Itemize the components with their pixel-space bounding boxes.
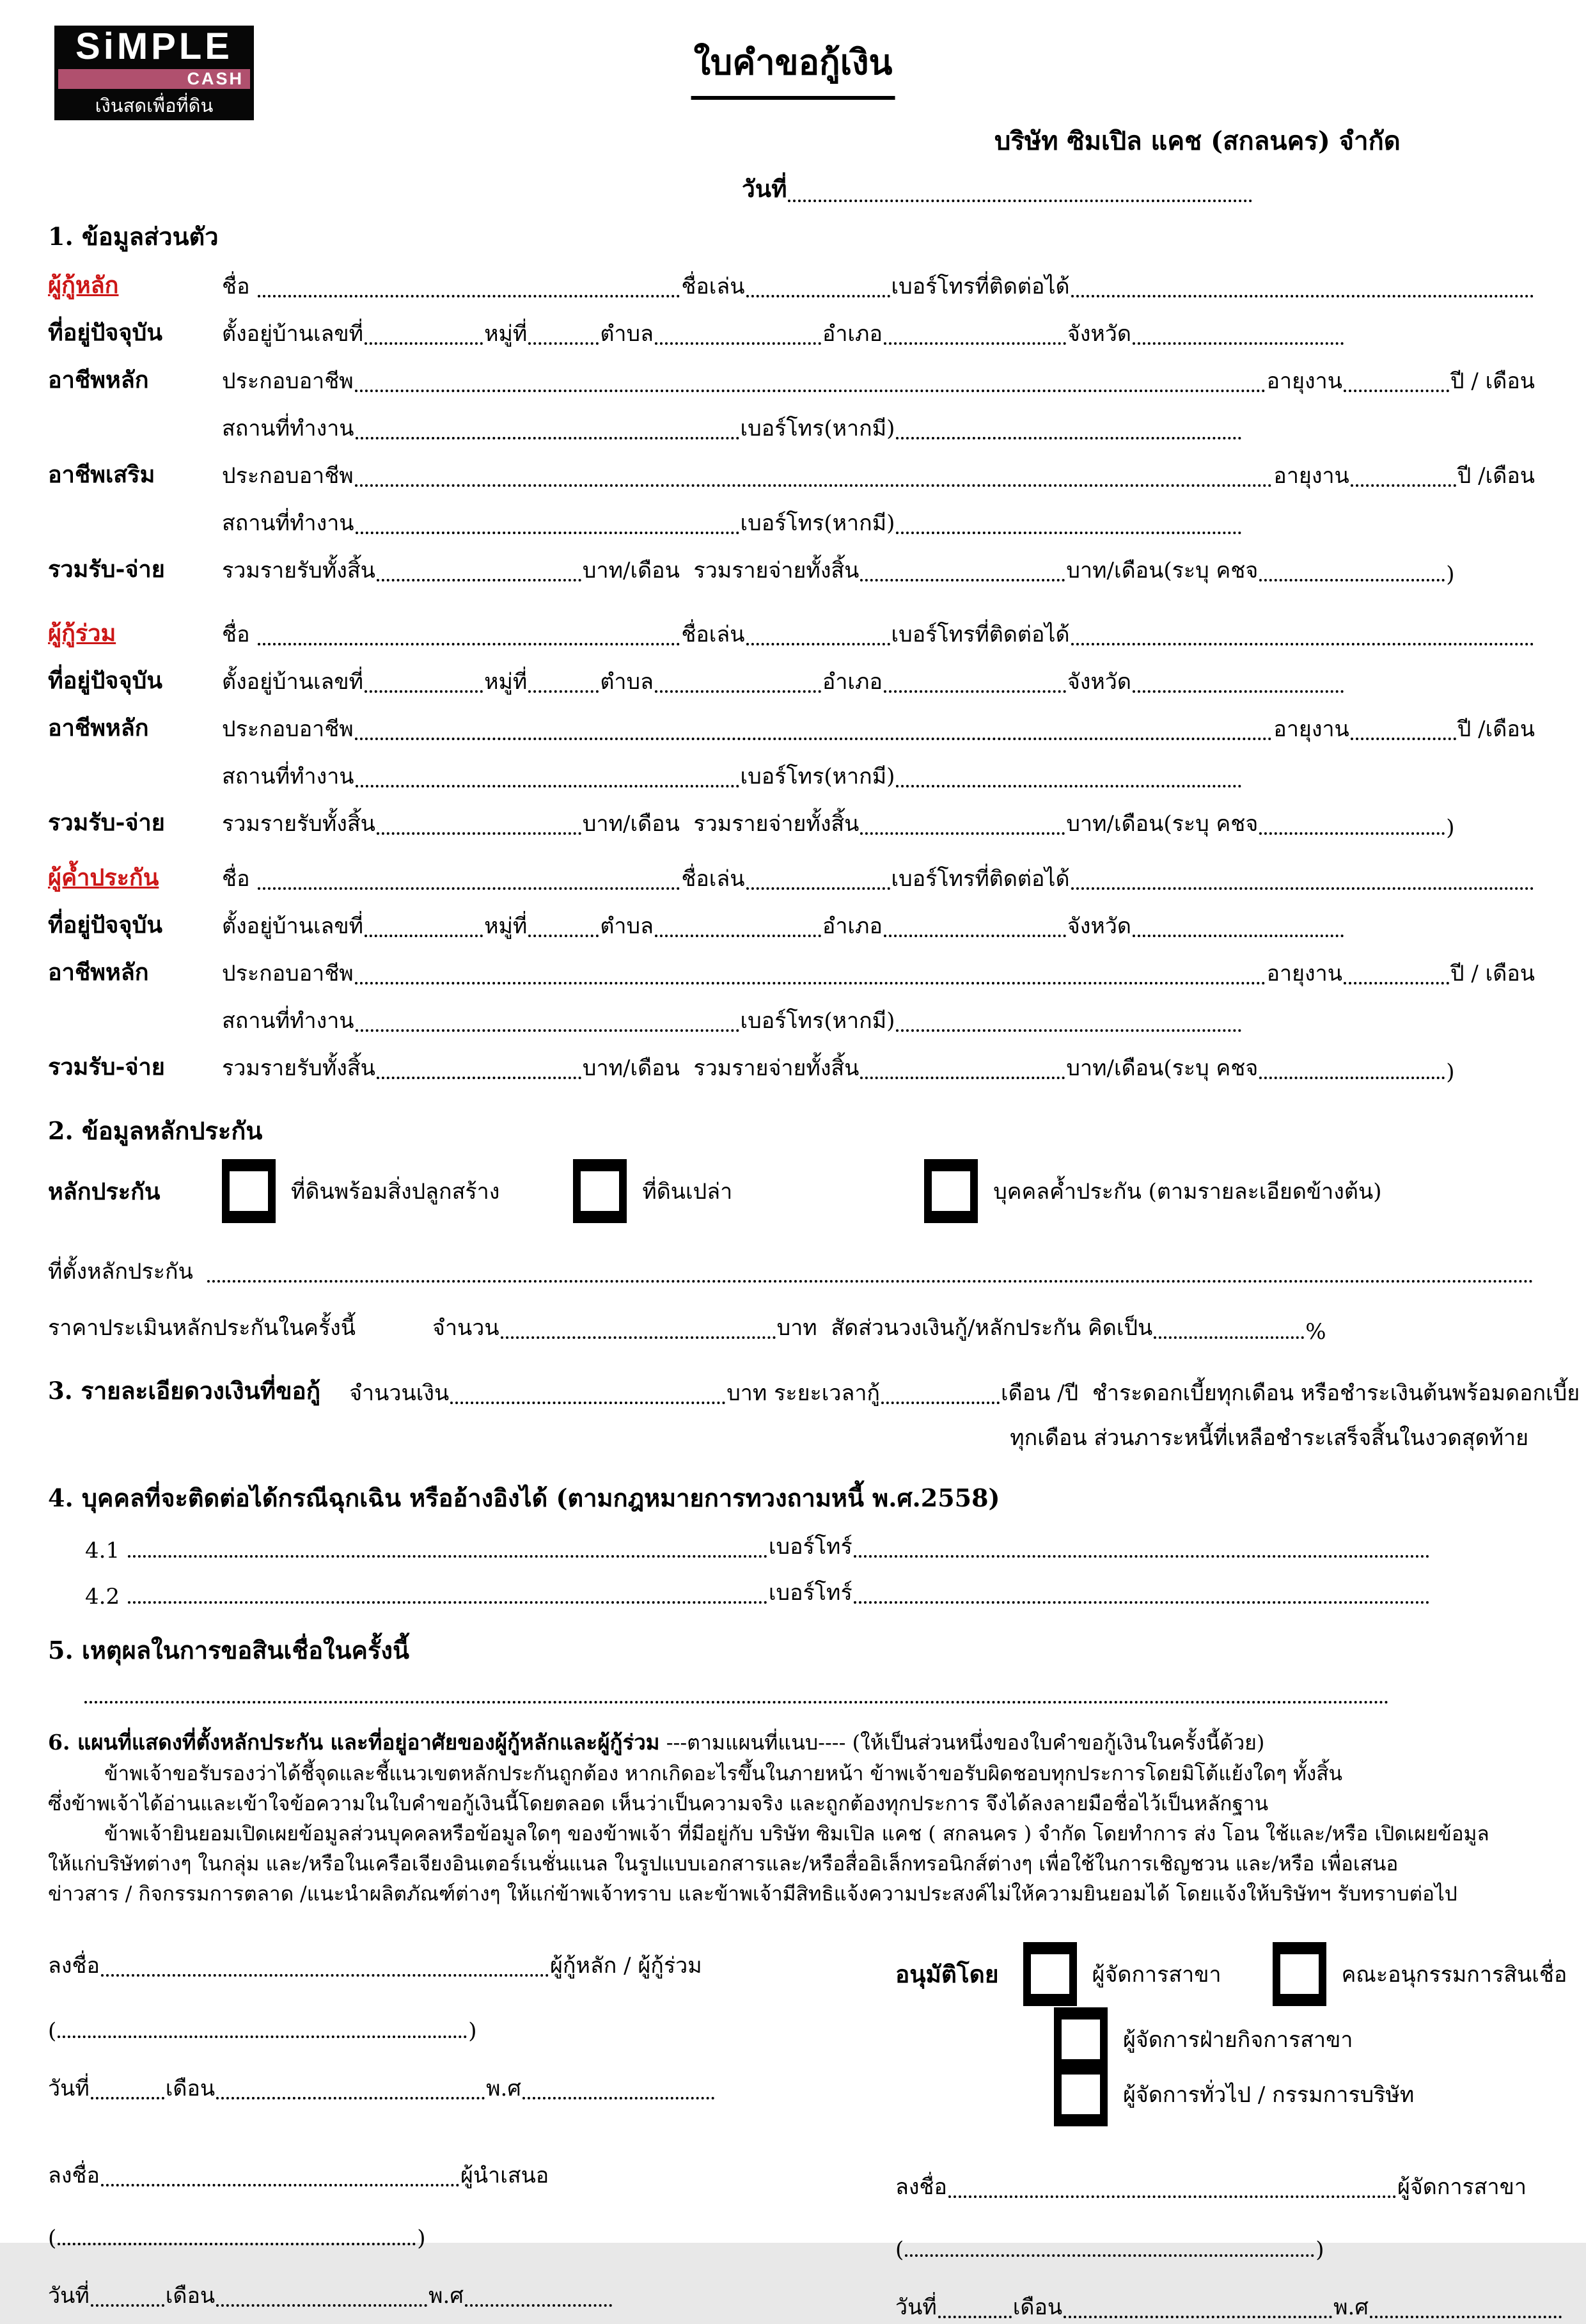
fill-blank[interactable] [896, 532, 1241, 534]
fill-blank[interactable] [860, 579, 1065, 581]
collateral-location-row [48, 1232, 1535, 1288]
field-label: เบอร์โทรที่ติดต่อได้ [891, 274, 1070, 299]
section2-heading: 2. ข้อมูลหลักประกัน [48, 1116, 263, 1145]
logo-cash-band [58, 69, 250, 89]
field-label: ลงชื่อ [895, 2174, 947, 2200]
label-income-expense: รวมรับ-จ่าย [48, 809, 165, 836]
checkbox[interactable] [1023, 1942, 1077, 2006]
field-label: ปี / เดือน [1450, 368, 1535, 394]
fill-blank[interactable] [896, 437, 1241, 439]
fill-blank[interactable] [655, 935, 821, 937]
field-label: ที่ดินเปล่า [642, 1179, 733, 1205]
field-label: ผู้จัดการทั่วไป / กรรมการบริษัท [1123, 2082, 1415, 2108]
label-main-borrower: ผู้กู้หลัก [48, 272, 119, 299]
fill-blank[interactable] [1071, 887, 1534, 890]
branch-manager-signature-row [895, 2142, 1567, 2204]
label-current-address: ที่อยู่ปัจจุบัน [48, 319, 162, 346]
fill-blank[interactable] [1344, 982, 1449, 984]
loan-reason-blank-row [48, 1670, 1535, 1709]
declaration-paragraph [48, 1759, 1535, 1909]
field-label: ผู้จัดการสาขา [1397, 2174, 1527, 2200]
label-current-address: ที่อยู่ปัจจุบัน [48, 912, 162, 938]
checkbox[interactable] [1054, 2007, 1108, 2071]
label-income-expense: รวมรับ-จ่าย [48, 556, 165, 583]
field-label: หมู่ที่ [484, 913, 528, 939]
fill-blank[interactable] [377, 1077, 581, 1079]
field-label: ชื่อเล่น [681, 622, 745, 647]
fill-blank[interactable] [1133, 935, 1344, 937]
field-label: บาท/เดือน รวมรายจ่ายทั้งสิ้น [582, 1055, 860, 1081]
borrower-signature-row [48, 1936, 793, 1982]
form-row [48, 351, 1535, 398]
branch-manager-name-row [895, 2204, 1567, 2263]
borrower-date-row [48, 2044, 793, 2105]
emergency-contact-row-2 [48, 1563, 1535, 1609]
field-label: จำนวนเงิน [349, 1380, 450, 1406]
fill-blank[interactable] [356, 437, 739, 439]
field-label: ชื่อ [222, 274, 257, 299]
field-label: ) [417, 2225, 426, 2251]
field-label: ) [1446, 815, 1455, 841]
field-label: บาท สัดส่วนวงเงินกู้/หลักประกัน คิดเป็น [776, 1315, 1153, 1341]
fill-blank[interactable] [91, 2097, 164, 2099]
form-row [48, 943, 1535, 990]
presenter-date-row [48, 2251, 793, 2312]
fill-blank[interactable] [101, 2184, 459, 2186]
field-label: รวมรายรับทั้งสิ้น [222, 558, 375, 583]
branch-manager-date-row [895, 2263, 1567, 2324]
fill-blank[interactable] [91, 2304, 164, 2307]
field-label: พ.ศ [486, 2076, 521, 2101]
label-guarantor: ผู้ค้ำประกัน [48, 864, 159, 891]
section6-heading-rest: ---ตามแผนที่แนบ---- (ให้เป็นส่วนหนึ่งของใบคำขอกู้เงินในครั้งนี้ด้วย) [659, 1730, 1265, 1755]
approval-row-1 [895, 1936, 1567, 2012]
field-label-bold: 3. รายละเอียดวงเงินที่ขอกู้ [48, 1377, 321, 1405]
field-label: ชื่อเล่น [681, 866, 745, 892]
fill-blank[interactable] [1344, 390, 1449, 392]
fill-blank[interactable] [528, 935, 599, 937]
logo-cash-text: CASH [187, 69, 244, 88]
fill-blank[interactable] [1071, 295, 1534, 297]
fill-blank[interactable] [258, 643, 680, 645]
fill-blank[interactable] [1370, 2316, 1562, 2318]
field-label: ผู้กู้หลัก / ผู้กู้ร่วม [549, 1953, 702, 1979]
section4-heading: 4. บุคคลที่จะติดต่อได้กรณีฉุกเฉิน หรืออ้างอิงได้ (ตามกฎหมายการทวงถามหนี้ พ.ศ.2558) [48, 1483, 1000, 1512]
fill-blank[interactable] [655, 342, 821, 345]
field-label: ประกอบอาชีพ [222, 368, 354, 394]
fill-blank[interactable] [528, 342, 599, 345]
approval-row-3 [895, 2067, 1567, 2122]
fill-blank[interactable] [746, 887, 890, 890]
field-label: สถานที่ทำงาน [222, 416, 354, 441]
borrower-name-row [48, 1982, 793, 2044]
field-label: ตำบล [600, 913, 654, 939]
fill-blank[interactable] [365, 342, 483, 345]
field-label: บาท/เดือน(ระบุ คชจ [1066, 1055, 1259, 1081]
field-label: ประกอบอาชีพ [222, 716, 354, 742]
form-row [48, 540, 1535, 587]
fill-blank[interactable] [58, 2035, 467, 2038]
field-label: ( [48, 2018, 57, 2044]
declaration-line: ข่าวสาร / กิจกรรมการตลาด /แนะนำผลิตภัณฑ์ต่างๆ ให้แก่ข้าพเจ้าทราบ และข้าพเจ้ามีสิทธิแจ้งความประสงค์ไม่ให้ความยินยอมได้ โดยแจ้งให้บริษัทฯ รับทราบต่อไป [48, 1883, 1457, 1906]
form-row [48, 303, 1535, 351]
section5-heading: 5. เหตุผลในการขอสินเชื่อในครั้งนี้ [48, 1636, 409, 1664]
field-label: หมู่ที่ [484, 669, 528, 695]
field-label: อำเภอ [822, 669, 883, 695]
label-main-occupation: อาชีพหลัก [48, 959, 149, 986]
field-label: ชื่อเล่น [681, 274, 745, 299]
fill-blank[interactable] [377, 579, 581, 581]
field-label: เดือน [1012, 2295, 1063, 2320]
field-label: จังหวัด [1067, 669, 1131, 695]
field-label: เบอร์โทร(หากมี) [740, 764, 895, 789]
field-label: บาท/เดือน รวมรายจ่ายทั้งสิ้น [582, 811, 860, 837]
fill-blank[interactable] [377, 832, 581, 835]
form-row [48, 604, 1535, 651]
loan-detail-continuation: ทุกเดือน ส่วนภาระหนี้ที่เหลือชำระเสร็จสิ้นในงวดสุดท้าย [1010, 1425, 1528, 1451]
field-label: ที่ดินพร้อมสิ่งปลูกสร้าง [291, 1179, 500, 1205]
field-label: ประกอบอาชีพ [222, 961, 354, 986]
field-label: ลงชื่อ [48, 1953, 100, 1979]
label-co-borrower: ผู้กู้ร่วม [48, 620, 116, 647]
field-label: เดือน [165, 2076, 216, 2101]
field-label: ) [468, 2018, 477, 2044]
field-label: บาท/เดือน(ระบุ คชจ [1066, 558, 1259, 583]
field-label: วันที่ [895, 2295, 937, 2320]
field-label: บุคคลค้ำประกัน (ตามรายละเอียดข้างต้น) [993, 1179, 1382, 1205]
fill-blank[interactable] [1259, 579, 1445, 581]
fill-blank[interactable] [860, 1077, 1065, 1079]
field-label: บาท ระยะเวลากู้ [726, 1380, 881, 1406]
field-label: ผู้นำเสนอ [460, 2163, 549, 2188]
presenter-name-row [48, 2192, 793, 2251]
form-row [48, 256, 1535, 303]
fill-blank[interactable] [1351, 738, 1456, 740]
field-label: ) [1446, 562, 1455, 587]
declaration-line: ข้าพเจ้าขอรับรองว่าได้ชี้จุดและชี้แนวเขตหลักประกันถูกต้อง หากเกิดอะไรขึ้นในภายหน้า ข้าพเจ้าขอรับผิดชอบทุกประการโดยมิโต้แย้งใดๆ ทั้งสิ้น [104, 1762, 1343, 1785]
field-label: ชื่อ [222, 866, 257, 892]
field-label: เบอร์โทร(หากมี) [740, 510, 895, 536]
form-row [48, 1038, 1535, 1085]
field-label: รวมรายรับทั้งสิ้น [222, 1055, 375, 1081]
field-label: เบอร์โทร(หากมี) [740, 1008, 895, 1034]
form-row [48, 793, 1535, 841]
field-label: จังหวัด [1067, 913, 1131, 939]
field-label: ราคาประเมินหลักประกันในครั้งนี้ [48, 1315, 356, 1341]
field-label: อายุงาน [1273, 716, 1349, 742]
field-label: ที่ตั้งหลักประกัน [48, 1259, 193, 1285]
fill-blank[interactable] [854, 1601, 1429, 1604]
form-row [48, 445, 1535, 493]
fill-blank[interactable] [1133, 690, 1344, 693]
checkbox[interactable] [222, 1159, 276, 1223]
field-label: ประกอบอาชีพ [222, 463, 354, 489]
checkbox[interactable] [573, 1159, 627, 1223]
form-row [48, 896, 1535, 943]
fill-blank[interactable] [128, 1555, 767, 1558]
label-current-address: ที่อยู่ปัจจุบัน [48, 667, 162, 694]
fill-blank[interactable] [528, 690, 599, 693]
fill-blank[interactable] [128, 1601, 767, 1604]
field-label: เบอร์โทร์ [768, 1580, 852, 1606]
signature-left-column [48, 1936, 793, 2324]
field-label: เบอร์โทรที่ติดต่อได้ [891, 866, 1070, 892]
checkbox[interactable] [1273, 1942, 1326, 2006]
collateral-type-row [48, 1150, 1535, 1232]
fill-blank[interactable] [258, 295, 680, 297]
field-label: ( [48, 2225, 57, 2251]
fill-blank[interactable] [58, 2243, 416, 2245]
field-label: เดือน /ปี ชำระดอกเบี้ยทุกเดือน หรือชำระเงินต้นพร้อมดอกเบี้ย [1001, 1380, 1580, 1406]
label-main-occupation: อาชีพหลัก [48, 367, 149, 393]
fill-blank[interactable] [207, 1280, 1534, 1283]
logo-tagline: เงินสดเพื่อที่ดิน [95, 95, 214, 116]
form-row [48, 848, 1535, 896]
fill-blank[interactable] [896, 1029, 1241, 1032]
fill-blank[interactable] [1071, 643, 1534, 645]
field-label: 4.1 [85, 1538, 127, 1563]
field-label: ( [895, 2237, 904, 2263]
field-label: ลงชื่อ [48, 2163, 100, 2188]
company-logo [54, 26, 254, 120]
fill-blank[interactable] [938, 2316, 1012, 2318]
fill-blank[interactable] [860, 832, 1065, 835]
field-label: 4.2 [85, 1584, 127, 1609]
fill-blank[interactable] [1154, 1336, 1304, 1339]
checkbox[interactable] [1054, 2062, 1108, 2126]
fill-blank[interactable] [356, 532, 739, 534]
loan-detail-row [48, 1354, 1580, 1410]
field-label: อายุงาน [1266, 961, 1342, 986]
form-row [48, 746, 1535, 793]
fill-blank[interactable] [905, 2254, 1314, 2257]
company-name: บริษัท ซิมเปิล แคช (สกลนคร) จำกัด [994, 126, 1401, 156]
form-row [48, 493, 1535, 540]
label-side-occupation: อาชีพเสริม [48, 461, 155, 488]
date-field-row [742, 170, 1253, 208]
presenter-signature-row [48, 2131, 793, 2192]
field-label: เบอร์โทร์ [768, 1534, 852, 1560]
field-label: ผู้จัดการฝ่ายกิจการสาขา [1123, 2027, 1353, 2053]
field-label: เดือน [165, 2283, 216, 2309]
field-label: จำนวน [432, 1315, 499, 1341]
field-label: สถานที่ทำงาน [222, 510, 354, 536]
fill-blank[interactable] [355, 982, 1266, 984]
field-label: ) [1315, 2237, 1324, 2263]
field-label: ชื่อ [222, 622, 257, 647]
field-label: หมู่ที่ [484, 321, 528, 347]
field-label: รวมรายรับทั้งสิ้น [222, 811, 375, 837]
fill-blank[interactable] [450, 1402, 725, 1404]
field-label: วันที่ [48, 2283, 90, 2309]
field-label: อายุงาน [1266, 368, 1342, 394]
fill-blank[interactable] [884, 342, 1066, 345]
field-label: ตั้งอยู่บ้านเลขที่ [222, 669, 364, 695]
field-label: บาท/เดือน รวมรายจ่ายทั้งสิ้น [582, 558, 860, 583]
fill-blank[interactable] [746, 643, 890, 645]
field-label: สถานที่ทำงาน [222, 1008, 354, 1034]
form-body [0, 219, 1586, 2324]
fill-blank[interactable] [522, 2097, 714, 2099]
fill-blank[interactable] [948, 2195, 1396, 2198]
declaration-line: ให้แก่บริษัทต่างๆ ในกลุ่ม และ/หรือในเครือเจียงอินเตอร์เนชั่นแนล ในรูปแบบเอกสารและ/หรือสื่ออิเล็กทรอนิกส์ต่างๆ เพื่อใช้ในการเชิญชวน และ/หรือ เพื่อเสนอ [48, 1853, 1399, 1876]
field-label: เบอร์โทร(หากมี) [740, 416, 895, 441]
fill-blank[interactable] [356, 1029, 739, 1032]
fill-blank[interactable] [356, 785, 739, 787]
field-label-bold: อนุมัติโดย [895, 1959, 999, 1988]
form-title: ใบคำขอกู้เงิน [691, 35, 895, 100]
fill-blank[interactable] [258, 887, 680, 890]
fill-blank[interactable] [216, 2304, 427, 2307]
emergency-contact-row-1 [48, 1517, 1535, 1563]
field-label: คณะอนุกรรมการสินเชื่อ [1341, 1962, 1567, 1988]
fill-blank[interactable] [84, 1701, 1389, 1703]
field-label: ผู้จัดการสาขา [1092, 1962, 1221, 1988]
fill-blank[interactable] [1259, 832, 1445, 835]
fill-blank[interactable] [788, 200, 1252, 202]
fill-blank[interactable] [1259, 1077, 1445, 1079]
fill-blank[interactable] [884, 690, 1066, 693]
field-label: วันที่ [48, 2076, 90, 2101]
declaration-line: ข้าพเจ้ายินยอมเปิดเผยข้อมูลส่วนบุคคลหรือข้อมูลใดๆ ของข้าพเจ้า ที่มีอยู่กับ บริษัท ซิมเปิล แคช ( สกลนคร ) จำกัด โดยทำการ ส่ง โอน ใช้และ/หรือ เปิดเผยข้อมูล [104, 1822, 1489, 1846]
field-label: เบอร์โทรที่ติดต่อได้ [891, 622, 1070, 647]
fill-blank[interactable] [1064, 2316, 1332, 2318]
checkbox[interactable] [924, 1159, 978, 1223]
fill-blank[interactable] [854, 1555, 1429, 1558]
fill-blank[interactable] [216, 2097, 485, 2099]
fill-blank[interactable] [365, 690, 483, 693]
field-label: อำเภอ [822, 913, 883, 939]
fill-blank[interactable] [101, 1974, 549, 1977]
field-label: บาท/เดือน(ระบุ คชจ [1066, 811, 1259, 837]
form-row [48, 990, 1535, 1038]
fill-blank[interactable] [355, 390, 1266, 392]
label-collateral: หลักประกัน [48, 1178, 161, 1205]
signature-right-column [793, 1936, 1567, 2324]
approval-row-2 [895, 2012, 1567, 2067]
form-row [48, 398, 1535, 445]
collateral-appraisal-row [48, 1288, 1535, 1345]
field-label: อายุงาน [1273, 463, 1349, 489]
field-label: พ.ศ [1333, 2295, 1369, 2320]
fill-blank[interactable] [884, 935, 1066, 937]
section6-heading [48, 1722, 1535, 1759]
section6-heading-bold: 6. แผนที่แสดงที่ตั้งหลักประกัน และที่อยู่อาศัยของผู้กู้หลักและผู้กู้ร่วม [48, 1730, 660, 1755]
field-label: ตั้งอยู่บ้านเลขที่ [222, 913, 364, 939]
fill-blank[interactable] [355, 484, 1273, 487]
field-label: พ.ศ [428, 2283, 464, 2309]
field-label: สถานที่ทำงาน [222, 764, 354, 789]
form-row [48, 699, 1535, 746]
field-label: ตำบล [600, 321, 654, 347]
label-income-expense: รวมรับ-จ่าย [48, 1054, 165, 1080]
declaration-line: ซึ่งข้าพเจ้าได้อ่านและเข้าใจข้อความในใบคำขอกู้เงินนี้โดยตลอด เห็นว่าเป็นความจริง และถูกต้องทุกประการ จึงได้ลงลายมือชื่อไว้เป็นหลักฐาน [48, 1792, 1269, 1815]
logo-brand-text: SiMPLE [75, 26, 233, 67]
signature-area [48, 1936, 1567, 2324]
fill-blank[interactable] [465, 2304, 612, 2307]
field-label: ) [1446, 1059, 1455, 1085]
field-label: ปี / เดือน [1450, 961, 1535, 986]
field-label: ตั้งอยู่บ้านเลขที่ [222, 321, 364, 347]
fill-blank[interactable] [365, 935, 483, 937]
field-label: จังหวัด [1067, 321, 1131, 347]
fill-blank[interactable] [881, 1402, 1000, 1404]
fill-blank[interactable] [501, 1336, 776, 1339]
field-label: ปี /เดือน [1457, 463, 1535, 489]
label-main-occupation: อาชีพหลัก [48, 715, 149, 741]
field-label: ปี /เดือน [1457, 716, 1535, 742]
form-row [48, 651, 1535, 699]
field-label: อำเภอ [822, 321, 883, 347]
field-label-bold: วันที่ [742, 175, 787, 203]
fill-blank[interactable] [355, 738, 1273, 740]
fill-blank[interactable] [1133, 342, 1344, 345]
fill-blank[interactable] [655, 690, 821, 693]
field-label: ตำบล [600, 669, 654, 695]
fill-blank[interactable] [896, 785, 1241, 787]
section1-heading: 1. ข้อมูลส่วนตัว [48, 222, 219, 251]
field-label: % [1305, 1319, 1326, 1345]
fill-blank[interactable] [746, 295, 890, 297]
fill-blank[interactable] [1351, 484, 1456, 487]
